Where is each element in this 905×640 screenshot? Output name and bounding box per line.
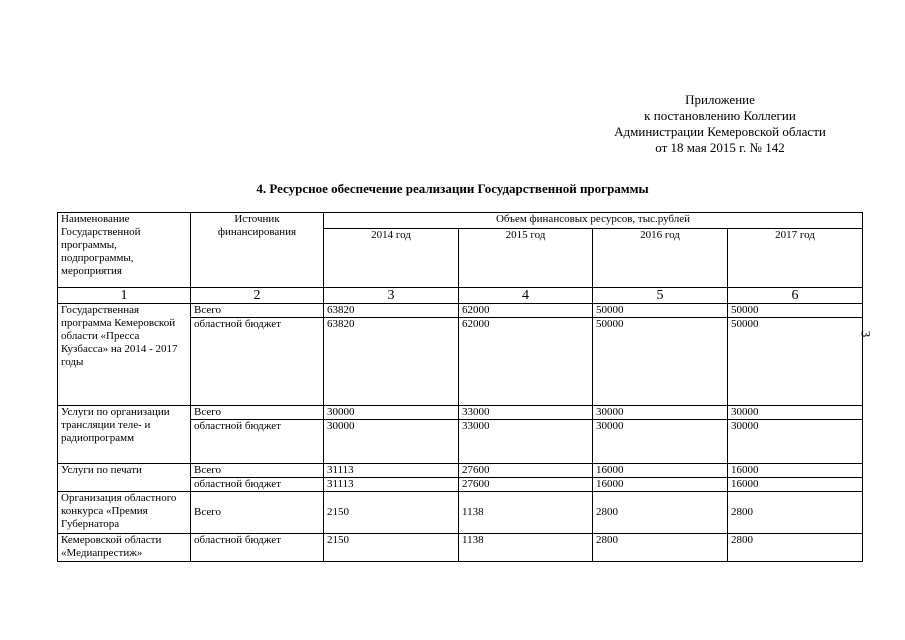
value-cell: 31113: [324, 464, 459, 478]
value-cell: 2800: [593, 534, 728, 562]
header-year: 2016 год: [593, 229, 728, 288]
document-title: 4. Ресурсное обеспечение реализации Государственной программы: [256, 181, 649, 196]
value-cell: 16000: [728, 464, 863, 478]
source-cell: областной бюджет: [191, 478, 324, 492]
value-cell: 50000: [593, 304, 728, 318]
header-line: Приложение: [685, 92, 755, 107]
value-cell: 2150: [324, 492, 459, 534]
value-cell: 30000: [728, 406, 863, 420]
value-cell: 16000: [728, 478, 863, 492]
table-row: [58, 304, 863, 318]
column-number: 6: [728, 288, 863, 304]
column-number: 3: [324, 288, 459, 304]
event-name-top: Организация областного конкурса «Премия Губернатора: [58, 492, 191, 534]
value-cell: 63820: [324, 318, 459, 406]
source-cell: Всего: [191, 304, 324, 318]
column-number: 5: [593, 288, 728, 304]
value-cell: 2800: [728, 534, 863, 562]
value-cell: 33000: [459, 406, 593, 420]
value-cell: 2150: [324, 534, 459, 562]
value-cell: 16000: [593, 478, 728, 492]
column-number-row: [58, 288, 863, 304]
value-cell: 16000: [593, 464, 728, 478]
subprogram-name: Услуги по печати: [58, 464, 191, 492]
value-cell: 31113: [324, 478, 459, 492]
value-cell: 50000: [728, 318, 863, 406]
value-cell: 1138: [459, 492, 593, 534]
source-cell: областной бюджет: [191, 318, 324, 406]
column-number: 1: [58, 288, 191, 304]
value-cell: 62000: [459, 318, 593, 406]
header-year: 2017 год: [728, 229, 863, 288]
value-cell: 30000: [593, 420, 728, 464]
header-line: к постановлению Коллегии: [644, 108, 796, 123]
header-year: 2015 год: [459, 229, 593, 288]
table-row: [58, 534, 863, 562]
value-cell: 63820: [324, 304, 459, 318]
column-number: 2: [191, 288, 324, 304]
value-cell: 50000: [728, 304, 863, 318]
table-row: [58, 464, 863, 478]
column-number: 4: [459, 288, 593, 304]
value-cell: 30000: [324, 406, 459, 420]
value-cell: 62000: [459, 304, 593, 318]
table-header-row: [58, 213, 863, 229]
value-cell: 2800: [593, 492, 728, 534]
resource-table: [57, 212, 863, 562]
approval-header: [560, 92, 880, 156]
header-source: Источник финансирования: [191, 213, 324, 288]
header-line: от 18 мая 2015 г. № 142: [655, 140, 785, 155]
header-line: Администрации Кемеровской области: [614, 124, 826, 139]
source-cell: Всего: [191, 464, 324, 478]
page-number: 3: [858, 330, 874, 338]
value-cell: 50000: [593, 318, 728, 406]
value-cell: 27600: [459, 464, 593, 478]
subprogram-name: Услуги по организации трансляции теле- и радиопрограмм: [58, 406, 191, 464]
program-name: Государственная программа Кемеровской области «Пресса Кузбасса» на 2014 - 2017 годы: [58, 304, 191, 406]
table-row: [58, 492, 863, 534]
table-row: [58, 406, 863, 420]
value-cell: 2800: [728, 492, 863, 534]
value-cell: 33000: [459, 420, 593, 464]
source-cell: областной бюджет: [191, 534, 324, 562]
value-cell: 30000: [593, 406, 728, 420]
value-cell: 30000: [324, 420, 459, 464]
value-cell: 1138: [459, 534, 593, 562]
value-cell: 30000: [728, 420, 863, 464]
source-cell: областной бюджет: [191, 420, 324, 464]
value-cell: 27600: [459, 478, 593, 492]
header-volume: Объем финансовых ресурсов, тыс.рублей: [324, 213, 863, 229]
header-name: Наименование Государственной программы, подпрограммы, мероприятия: [58, 213, 191, 288]
header-year: 2014 год: [324, 229, 459, 288]
source-cell: Всего: [191, 492, 324, 534]
source-cell: Всего: [191, 406, 324, 420]
event-name-bottom: Кемеровской области «Медиапрестиж»: [58, 534, 191, 562]
